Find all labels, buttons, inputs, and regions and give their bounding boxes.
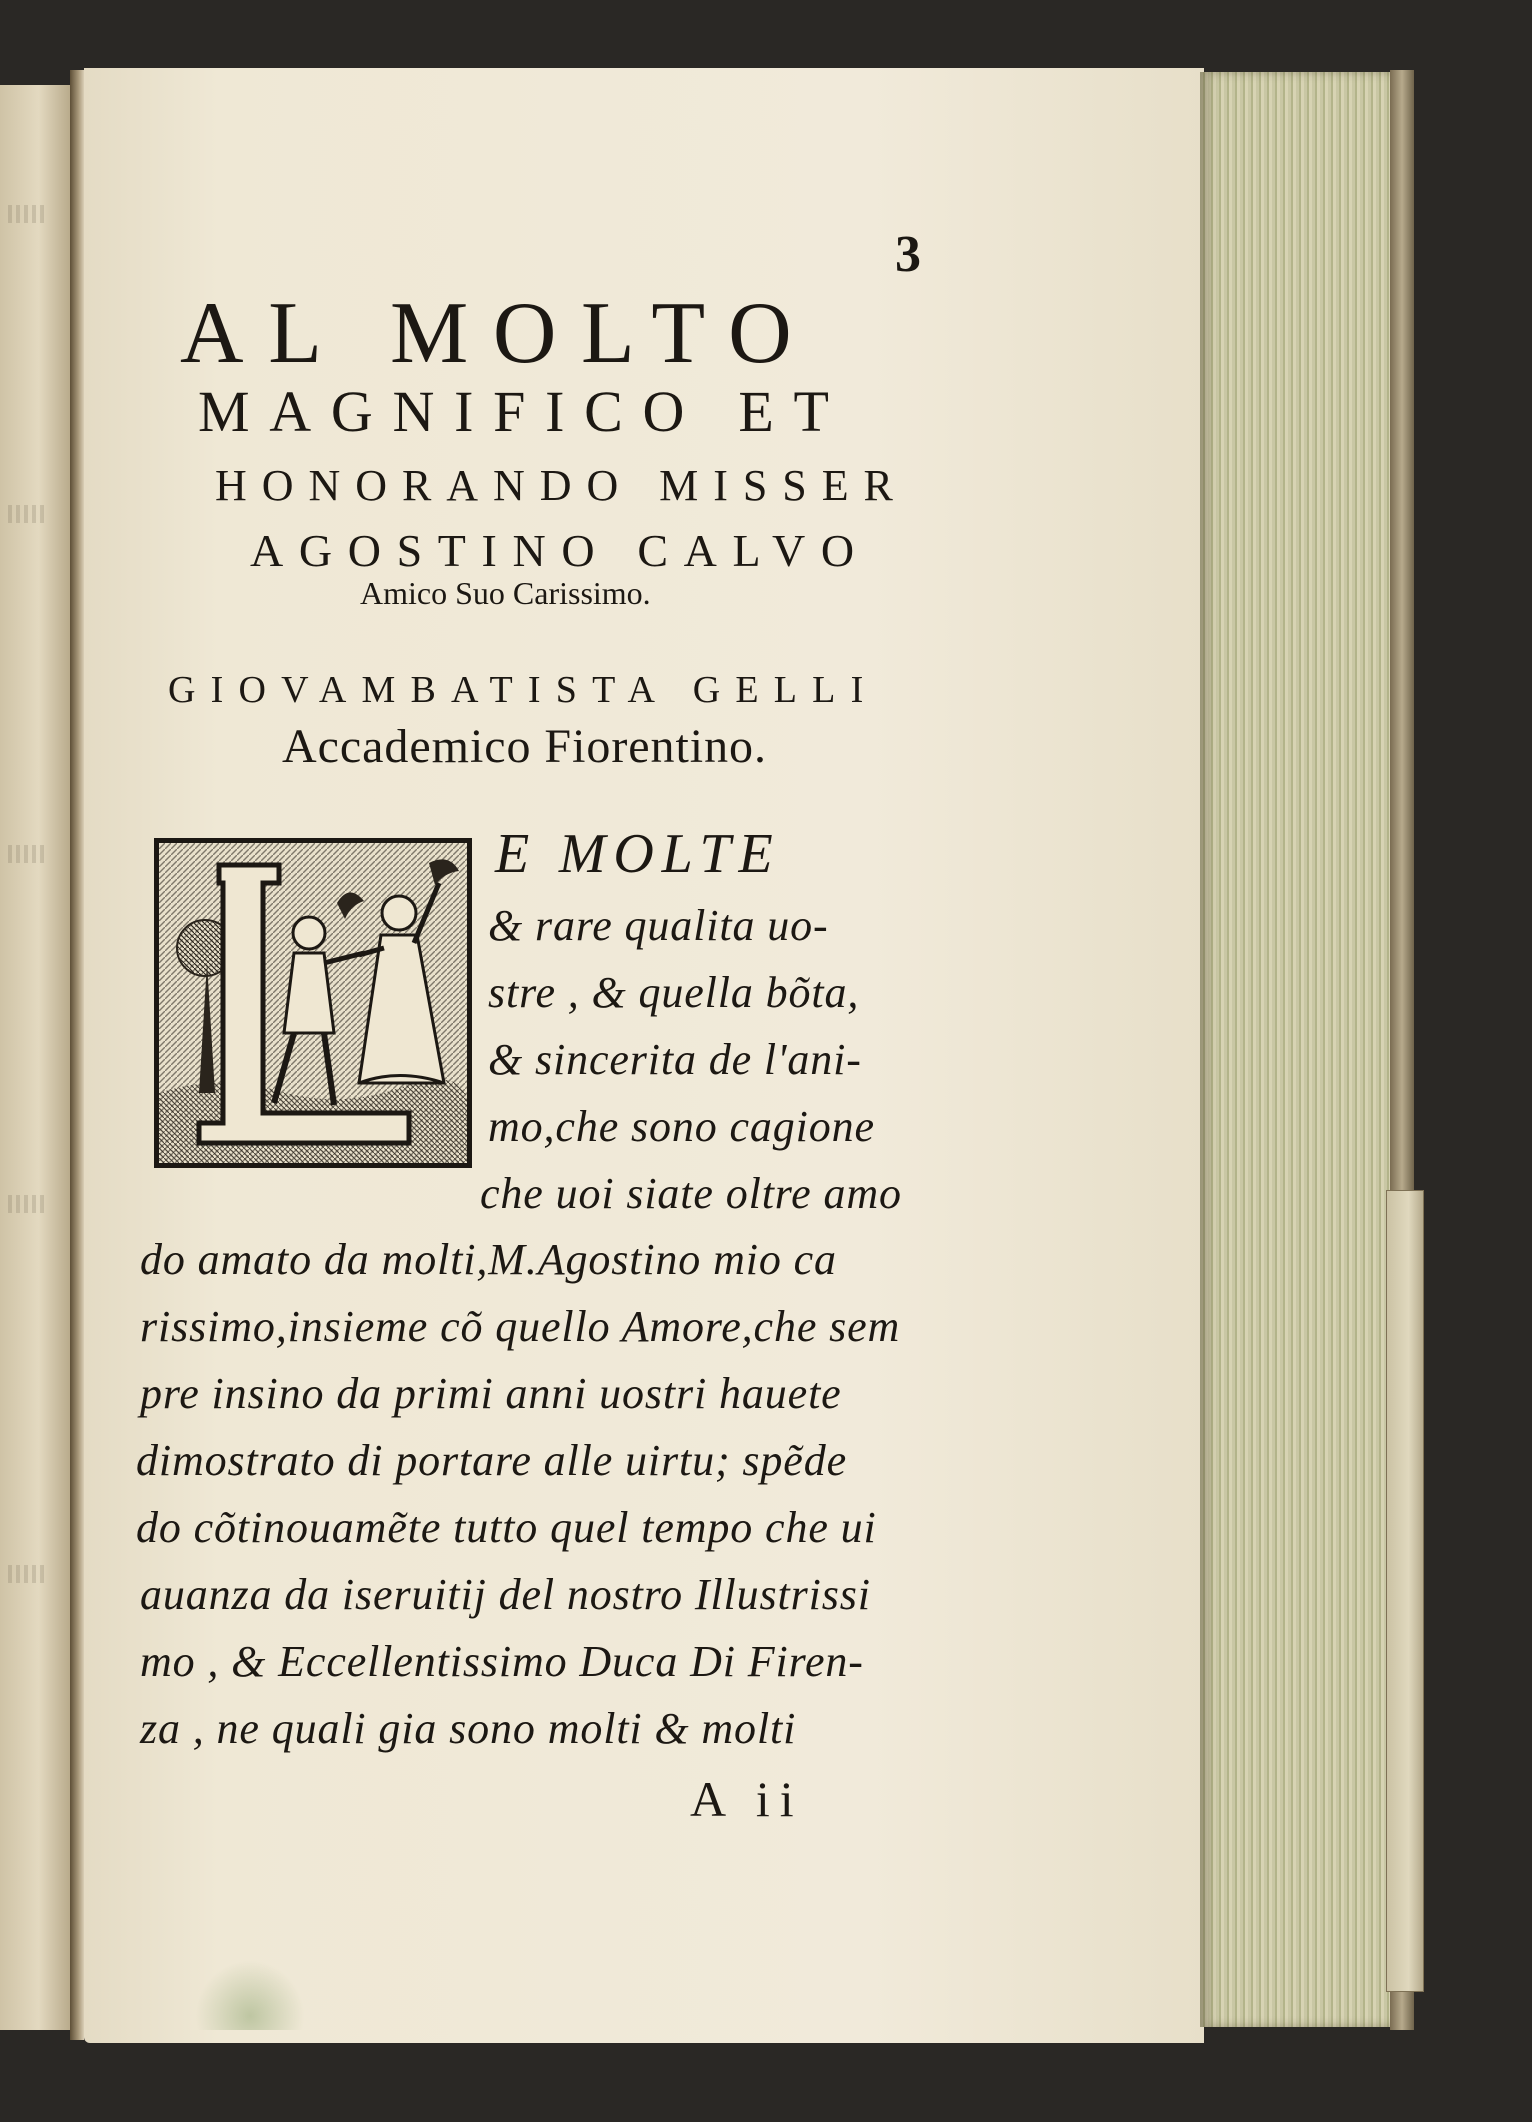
body-line-7: do amato da molti,M.Agostino mio ca [140, 1235, 837, 1284]
body-line-10: dimostrato di portare alle uirtu; spẽde [136, 1436, 847, 1485]
body-line-5: mo,che sono cagione [488, 1102, 875, 1151]
author-title: Accademico Fiorentino. [282, 720, 767, 773]
woodcut-initial-l [154, 838, 472, 1168]
body-line-3: stre , & quella bõta, [488, 968, 860, 1017]
book-gutter [70, 70, 84, 2040]
body-line-9: pre insino da primi anni uostri hauete [140, 1369, 842, 1418]
page-edges [1200, 72, 1406, 2027]
dedication-line-2: MAGNIFICO ET [198, 379, 849, 444]
body-line-12: auanza da iseruitij del nostro Illustrissi [140, 1570, 871, 1619]
body-line-13: mo , & Eccellentissimo Duca Di Firen- [140, 1637, 864, 1686]
dedication-line-5: Amico Suo Carissimo. [360, 575, 651, 611]
body-line-11: do cõtinouamẽte tutto quel tempo che ui [136, 1503, 877, 1552]
body-line-14: za , ne quali gia sono molti & molti [140, 1704, 797, 1753]
dedication-line-4: AGOSTINO CALVO [250, 525, 870, 576]
dedication-line-3: HONORANDO MISSER [215, 461, 908, 510]
letter-l-shape [159, 843, 467, 1163]
signature-mark: A ii [690, 1771, 804, 1827]
body-line-8: rissimo,insieme cõ quello Amore,che sem [140, 1302, 901, 1351]
dedication-line-1: AL MOLTO [180, 285, 817, 382]
left-page-edge [0, 85, 73, 2030]
body-line-1: E MOLTE [495, 823, 781, 885]
cover-flap [1386, 1190, 1424, 1992]
body-line-6: che uoi siate oltre amo [480, 1169, 902, 1218]
page-number: 3 [895, 226, 921, 283]
page-stain [195, 1960, 305, 2030]
author-name: GIOVAMBATISTA GELLI [168, 669, 879, 711]
body-line-4: & sincerita de l'ani- [488, 1035, 862, 1084]
body-line-2: & rare qualita uo- [488, 901, 829, 950]
